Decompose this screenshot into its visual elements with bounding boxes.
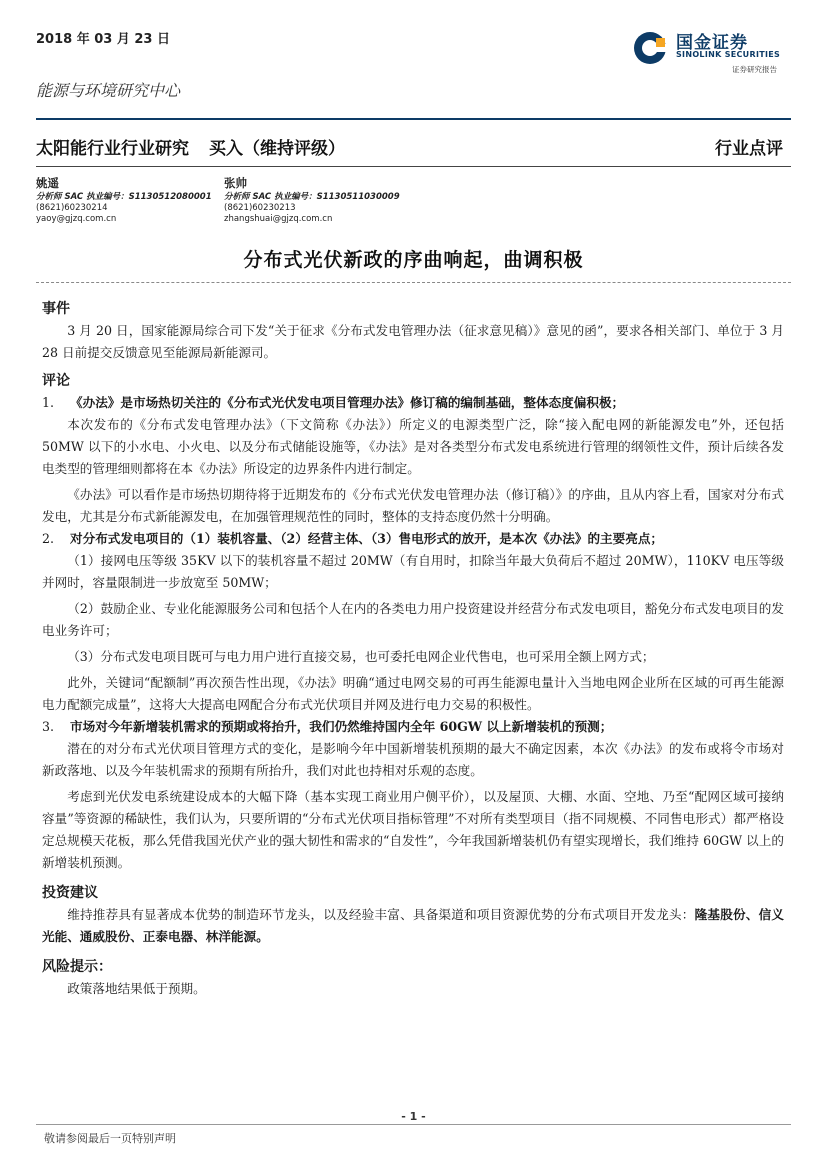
point-3-heading: 3. 市场对今年新增装机需求的预期或将抬升，我们仍然维持国内全年 60GW 以上新增装机的预测； (42, 719, 613, 734)
disclaimer-note: 敬请参阅最后一页特别声明 (44, 1132, 176, 1145)
report-date: 2018 年 03 月 23 日 (36, 32, 170, 47)
report-title: 分布式光伏新政的序曲响起，曲调积极 (243, 249, 584, 271)
footer-rule (36, 1124, 791, 1125)
section-heading-investment: 投资建议 (42, 885, 98, 901)
point-1-paragraph: 本次发布的《分布式发电管理办法》（下文简称《办法》）所定义的电源类型广泛，除“接入配电网的新能源发电”外，还包括 50MW 以下的小水电、小火电、以及分布式储能设施等，《办法》是对各类型分布式发电系统进行管理的纲领性文件，预计后续各发电类型的管理细则都将在本《办法》所设定的边界条件内进行制定。 (42, 417, 784, 476)
point-2-paragraph: （2）鼓励企业、专业化能源服务公司和包括个人在内的各类电力用户投资建设并经营分布式发电项目，豁免分布式发电项目的发电业务许可； (42, 601, 784, 638)
analyst-card (224, 178, 400, 225)
section-heading-risk: 风险提示： (42, 959, 112, 975)
header-rule (36, 118, 791, 120)
analyst-name: 姚遥 (36, 176, 59, 190)
analyst-email[interactable]: zhangshuai@gjzq.com.cn (224, 214, 333, 224)
page-number: - 1 - (401, 1110, 426, 1123)
point-3-paragraph: 考虑到光伏发电系统建设成本的大幅下降（基本实现工商业用户侧平价），以及屋顶、大棚、水面、空地、乃至“配网区域可接纳容量”等资源的稀缺性，我们认为，只要所谓的“分布式光伏项目指标管理”不对所有类型项目（指不同规模、不同售电形式）都严格设定总规模天花板，那么凭借我国光伏产业的强大韧性和需求的“自发性”，今年我国新增装机仍有望实现增长，我们维持 60GW 以上的新增装机预测。 (42, 789, 784, 870)
report-body (42, 296, 784, 1000)
analyst-name: 张帅 (224, 176, 247, 190)
title-divider (36, 282, 791, 283)
heading-rule (36, 166, 791, 167)
analyst-card (36, 178, 212, 225)
recommended-stocks: 隆基股份、信义光能、通威股份、正泰电器、林洋能源。 (42, 907, 785, 944)
risk-text: 政策落地结果低于预期。 (67, 981, 206, 996)
logo-subtitle: 证券研究报告 (732, 65, 777, 74)
point-2-paragraph: 此外，关键词“配额制”再次预告性出现，《办法》明确“通过电网交易的可再生能源电量计入当地电网企业所在区域的可再生能源电力配额完成量”，这将大大提高电网配合分布式光伏项目并网及进行电力交易的积极性。 (42, 675, 784, 712)
investment-text: 维持推荐具有显著成本优势的制造环节龙头，以及经验丰富、具备渠道和项目资源优势的分布式项目开发龙头：隆基股份、信义光能、通威股份、正泰电器、林洋能源。 (42, 907, 785, 944)
event-text: 3 月 20 日，国家能源局综合司下发“关于征求《分布式发电管理办法（征求意见稿）》意见的函”，要求各相关部门、单位于 3 月 28 日前提交反馈意见至能源局新能源司。 (42, 323, 784, 360)
analyst-license: 分析师 SAC 执业编号：S1130512080001 (36, 192, 212, 202)
section-heading-comment: 评论 (42, 373, 70, 389)
point-2-paragraph: （1）接网电压等级 35KV 以下的装机容量不超过 20MW（有自用时，扣除当年最大负荷后不超过 20MW），110KV 电压等级并网时，容量限制进一步放宽至 50MW； (42, 553, 784, 590)
point-3-paragraph: 潜在的对分布式光伏项目管理方式的变化，是影响今年中国新增装机预期的最大不确定因素，本次《办法》的发布或将令市场对新政落地、以及今年装机需求的预期有所抬升，我们对此也持相对乐观的态度。 (42, 741, 784, 778)
point-2-heading: 2. 对分布式发电项目的（1）装机容量、（2）经营主体、（3）售电形式的放开，是本次《办法》的主要亮点； (42, 531, 664, 546)
rating: 买入（维持评级） (209, 139, 345, 159)
analyst-license: 分析师 SAC 执业编号：S1130511030009 (224, 192, 400, 202)
company-logo (632, 24, 792, 76)
research-center: 能源与环境研究中心 (36, 81, 181, 100)
logo-english-name: SINOLINK SECURITIES (676, 50, 781, 59)
industry-name: 太阳能行业行业研究 (36, 139, 189, 159)
point-1-paragraph: 《办法》可以看作是市场热切期待将于近期发布的《分布式光伏发电管理办法（修订稿）》的序曲，且从内容上看，国家对分布式发电，尤其是分布式新能源发电，在加强管理规范性的同时，整体的支持态度仍然十分明确。 (42, 487, 784, 524)
analyst-phone: (8621)60230214 (36, 203, 108, 213)
section-heading-event: 事件 (42, 301, 70, 317)
logo-mark-icon (632, 28, 672, 68)
analyst-email[interactable]: yaoy@gjzq.com.cn (36, 214, 117, 224)
point-1-heading: 1. 《办法》是市场热切关注的《分布式光伏发电项目管理办法》修订稿的编制基础，整体态度偏积极； (42, 395, 625, 410)
point-2-paragraph: （3）分布式发电项目既可与电力用户进行直接交易，也可委托电网企业代售电，也可采用全额上网方式； (67, 649, 655, 664)
analyst-phone: (8621)60230213 (224, 203, 296, 213)
report-heading (36, 134, 345, 159)
logo-name: 国金证券 (676, 33, 748, 53)
report-type: 行业点评 (715, 139, 783, 159)
